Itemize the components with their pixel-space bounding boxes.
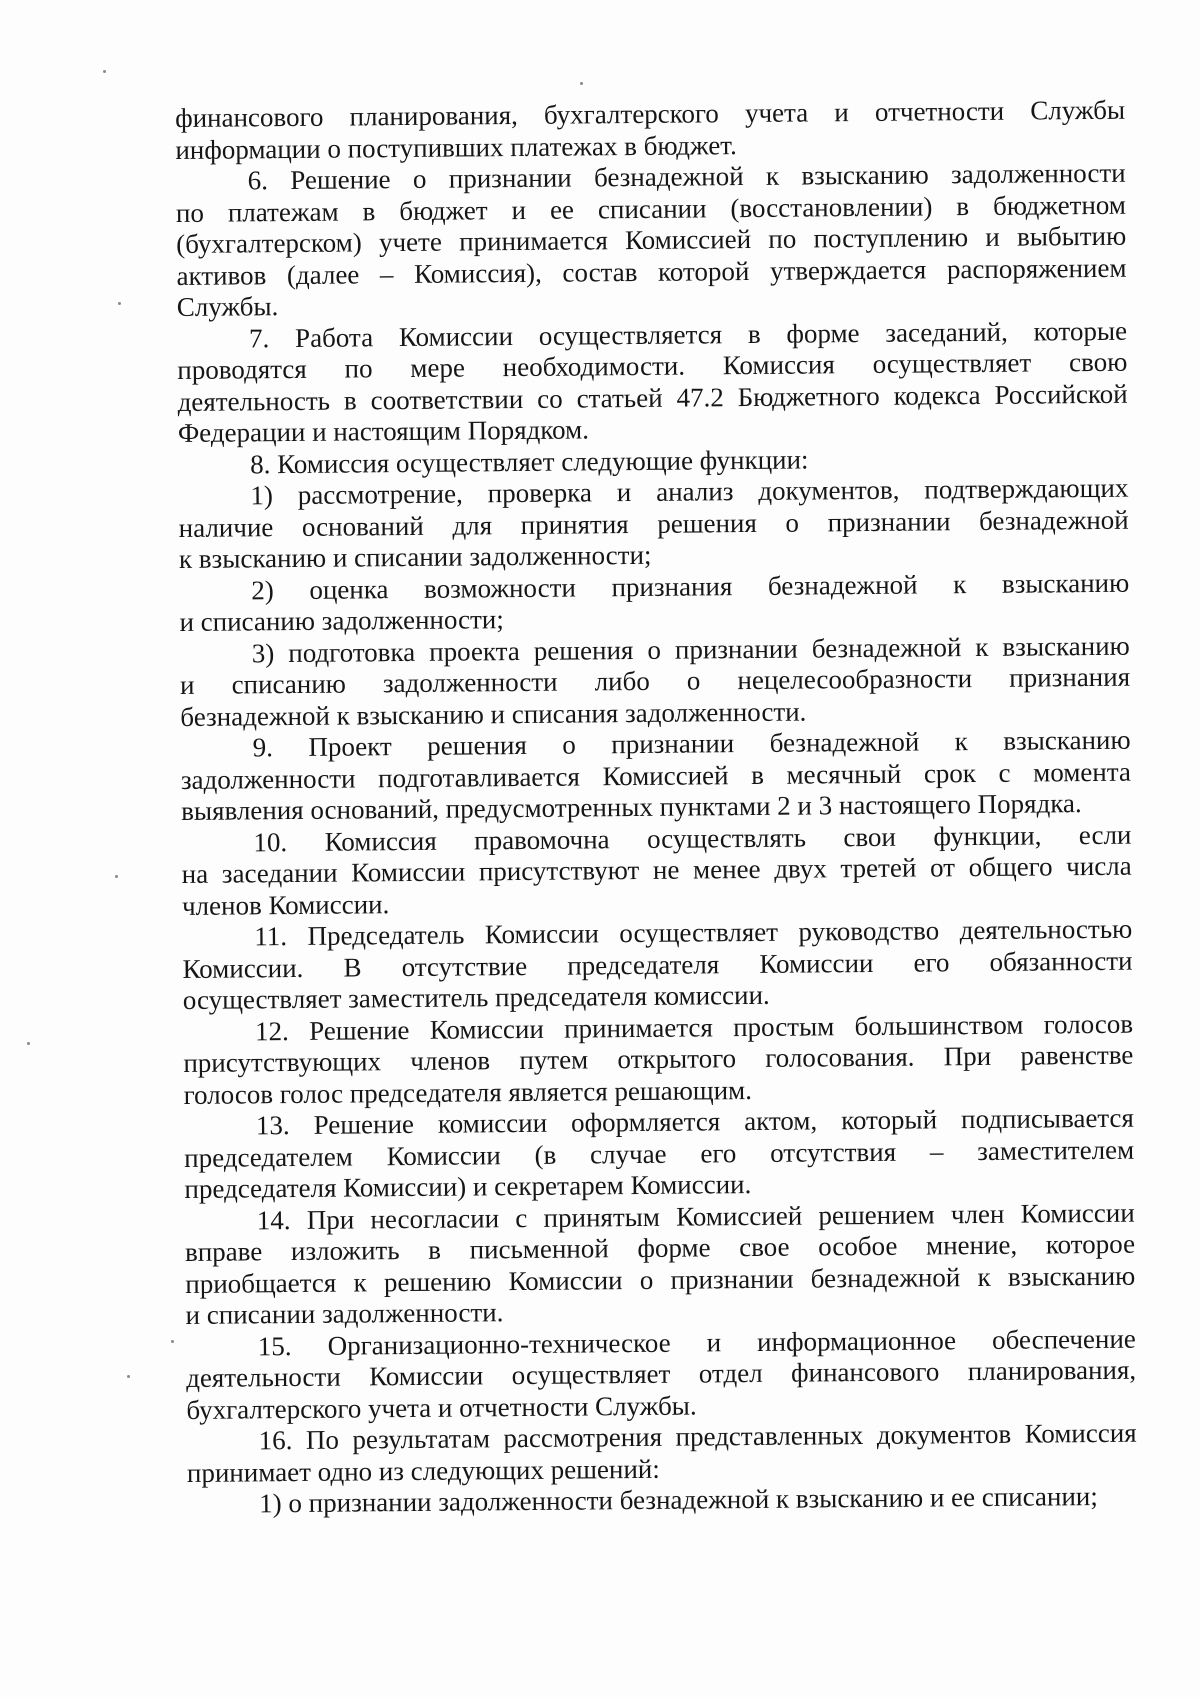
text-line: 7. Работа Комиссии осуществляется в форме заседаний, которые [248,315,1128,353]
text-line: осуществляет заместитель председателя комиссии. [182,979,770,1015]
text-line: 14. При несогласии с принятым Комиссией решением член Комиссии [256,1197,1135,1235]
text-line: безнадежной к взысканию и списания задолженности. [180,696,807,732]
text-line: 6. Решение о признании безнадежной к взысканию задолженности [247,157,1126,196]
text-line: Комиссии. В отсутствие председателя Комиссии его обязанности [182,945,1133,984]
text-line: по платежам в бюджет и ее списании (восстановлении) в бюджетном [175,189,1127,228]
text-line: на заседании Комиссии присутствуют не менее двух третей от общего числа [181,850,1132,889]
text-line: информации о поступивших платежах в бюджет. [175,129,737,165]
paragraph [185,1197,1136,1331]
scan-speck [127,1375,130,1378]
paragraph [177,315,1128,449]
text-line: председателя Комиссии) и секретарем Комиссии. [184,1169,752,1204]
scan-speck [115,875,118,878]
text-line: принимает одно из следующих решений: [186,1453,660,1488]
text-line: активов (далее – Комиссия), состав которой утверждается распоряжением [176,252,1127,291]
text-line: Федерации и настоящим Порядком. [177,414,590,448]
text-line: присутствующих членов путем открытого голосования. При равенстве [183,1039,1134,1078]
text-line: 12. Решение Комиссии принимается простым большинством голосов [254,1008,1134,1046]
text-line: 1) рассмотрение, проверка и анализ документов, подтверждающих [250,472,1129,511]
text-line: проводятся по мере необходимости. Комиссия осуществляет свою [177,346,1128,385]
paragraph [179,567,1130,638]
text-line: председателем Комиссии (в случае его отсутствия – заместителем [184,1134,1135,1173]
text-line: 15. Организационно-техническое и информационное обеспечение [257,1323,1136,1361]
text-line: и списании задолженности. [185,1297,504,1330]
text-line: Службы. [176,291,279,322]
text-line: к взысканию и списании задолженности; [178,539,652,574]
scan-speck [103,70,106,73]
paragraph [181,819,1132,922]
text-line: деятельность в соответствии со статьей 47.2 Бюджетного кодекса Российской [177,378,1128,417]
scan-speck [27,1042,30,1045]
text-line: финансового планирования, бухгалтерского учета и отчетности Службы [175,94,1126,133]
text-line: и списанию задолженности либо о нецелесообразности признания [179,661,1131,700]
paragraph [187,1418,1138,1489]
text-line: деятельности Комиссии осуществляет отдел финансового планирования, [185,1354,1137,1393]
text-line: 9. Проект решения о признании безнадежной к взысканию [252,724,1131,763]
scan-speck [171,1340,174,1343]
scan-speck [118,302,121,305]
text-line: членов Комиссии. [181,888,390,921]
text-line: голосов голос председателя является решающим. [183,1074,753,1110]
text-line: наличие оснований для принятия решения о признании безнадежной [178,504,1129,543]
paragraph [176,158,1127,324]
text-line: 13. Решение комиссии оформляется актом, который подписывается [255,1102,1135,1141]
text-line: вправе изложить в письменной форме свое особое мнение, которое [184,1228,1136,1267]
text-line: и списанию задолженности; [179,604,504,637]
text-line: (бухгалтерском) учете принимается Комиссией по поступлению и выбытию [176,220,1127,259]
text-line: приобщается к решению Комиссии о признании безнадежной к взысканию [185,1260,1136,1299]
paragraph [180,725,1131,828]
paragraph [184,1103,1135,1206]
paragraph [186,1323,1137,1426]
document-body [175,95,1137,1521]
text-line: выявления оснований, предусмотренных пунктами 2 и 3 настоящего Порядка. [181,788,1082,826]
text-line: 1) о признании задолженности безнадежной к взысканию и ее списании; [259,1481,1098,1519]
scan-speck [580,82,583,85]
text-line: 10. Комиссия правомочна осуществлять свои функции, если [253,819,1132,857]
text-line: 8. Комиссия осуществляет следующие функции: [250,443,809,479]
paragraph [175,95,1126,166]
paragraph [183,1008,1134,1111]
paragraph [182,914,1133,1017]
paragraph [178,473,1129,576]
text-line: 11. Председатель Комиссии осуществляет руководство деятельностью [254,913,1133,952]
text-line: 2) оценка возможности признания безнадежной к взысканию [251,567,1130,605]
paragraph [180,630,1131,733]
text-line: 16. По результатам рассмотрения представленных документов Комиссия [258,1417,1137,1456]
text-line: задолженности подготавливается Комиссией в месячный срок с момента [180,756,1131,795]
text-line: бухгалтерского учета и отчетности Службы. [186,1389,697,1425]
text-line: 3) подготовка проекта решения о признании безнадежной к взысканию [251,630,1130,668]
